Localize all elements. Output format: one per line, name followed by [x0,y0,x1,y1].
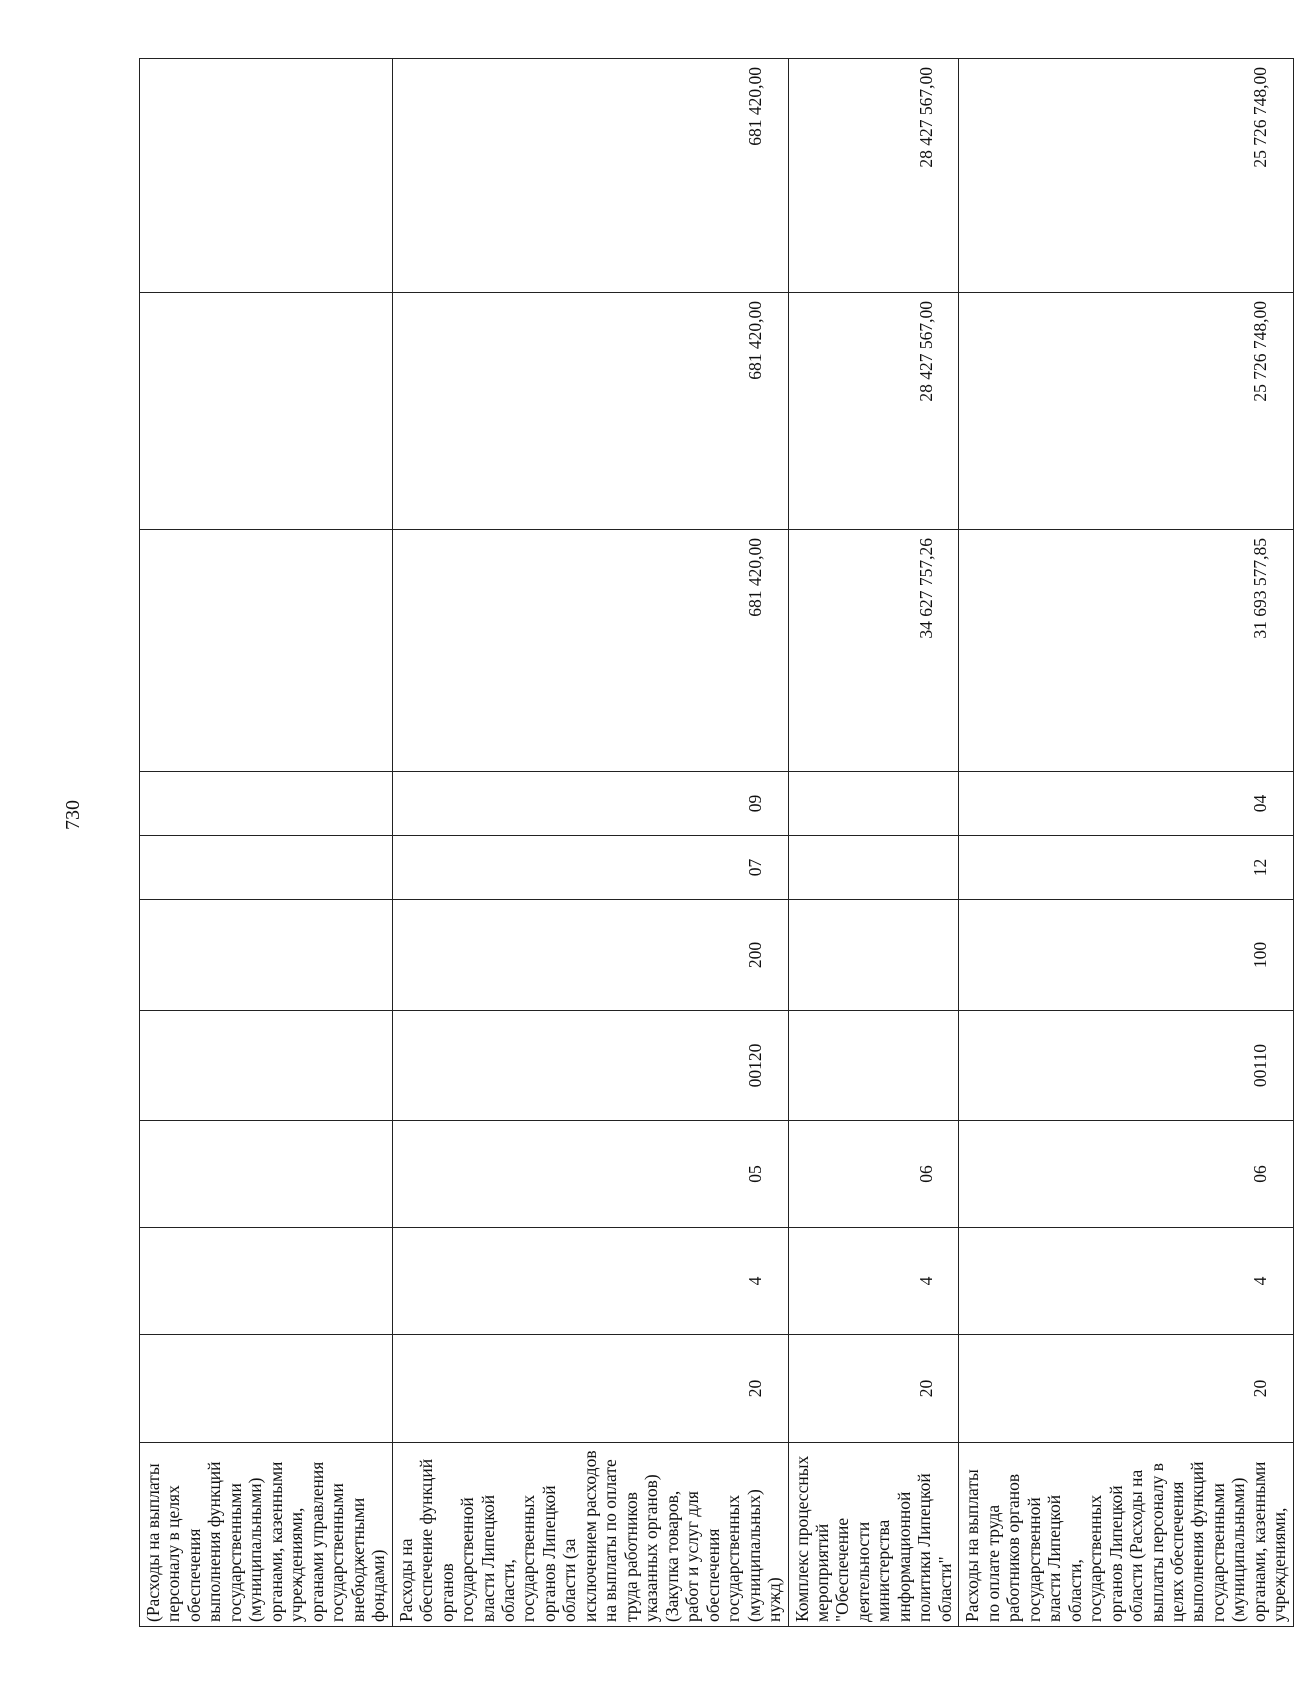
table-row [392,59,788,1627]
program-code-cell: 20 [392,1335,788,1443]
chapter-code-cell [140,836,393,900]
subsection-code-cell: 09 [392,772,788,836]
expense-type-code-cell: 100 [959,900,1294,1011]
program-code-cell [140,1335,393,1443]
expense-type-code-cell [788,900,959,1011]
subsection-code-cell: 04 [959,772,1294,836]
amount-year-2-cell [140,293,393,530]
subsection-code-cell [140,772,393,836]
program-code-cell: 20 [788,1335,959,1443]
section-code-cell: 05 [392,1121,788,1228]
expense-type-code-cell [140,900,393,1011]
subprogram-code-cell [140,1228,393,1335]
amount-year-1-cell: 681 420,00 [392,530,788,772]
direction-code-cell: 00120 [392,1011,788,1121]
subprogram-code-cell: 4 [788,1228,959,1335]
chapter-code-cell: 07 [392,836,788,900]
chapter-code-cell: 12 [959,836,1294,900]
amount-year-2-cell: 681 420,00 [392,293,788,530]
amount-year-1-cell: 31 693 577,85 [959,530,1294,772]
subprogram-code-cell: 4 [392,1228,788,1335]
program-code-cell: 20 [959,1335,1294,1443]
expense-name-cell: Расходы на обеспечение функций органов государственной власти Липецкой области, государственных органов Липецкой области (за исключением расходов на выплаты по оплате труда работников указанных органов) (Закупка товаров, работ и услуг для обеспечения государственных (муниципальных) нужд) [392,1443,788,1627]
amount-year-3-cell: 681 420,00 [392,59,788,293]
table-row [959,59,1294,1627]
chapter-code-cell [788,836,959,900]
subsection-code-cell [788,772,959,836]
budget-table-wrapper [139,59,1290,1627]
section-code-cell: 06 [788,1121,959,1228]
amount-year-2-cell: 28 427 567,00 [788,293,959,530]
page-number: 730 [62,800,84,830]
amount-year-1-cell: 34 627 757,26 [788,530,959,772]
section-code-cell [140,1121,393,1228]
budget-table [139,58,1294,1627]
amount-year-3-cell: 25 726 748,00 [959,59,1294,293]
amount-year-3-cell: 28 427 567,00 [788,59,959,293]
amount-year-1-cell [140,530,393,772]
direction-code-cell [788,1011,959,1121]
expense-name-cell: Расходы на выплаты по оплате труда работников органов государственной власти Липецкой области, государственных органов Липецкой области (Расходы на выплаты персоналу в целях обеспечения выполнения функций государственными (муниципальными) органами, казенными учреждениями, [959,1443,1294,1627]
amount-year-3-cell [140,59,393,293]
subprogram-code-cell: 4 [959,1228,1294,1335]
amount-year-2-cell: 25 726 748,00 [959,293,1294,530]
section-code-cell: 06 [959,1121,1294,1228]
table-row [140,59,393,1627]
expense-name-cell: Комплекс процессных мероприятий "Обеспечение деятельности министерства информационной политики Липецкой области" [788,1443,959,1627]
direction-code-cell [140,1011,393,1121]
table-row [788,59,959,1627]
direction-code-cell: 00110 [959,1011,1294,1121]
expense-name-cell: (Расходы на выплаты персоналу в целях обеспечения выполнения функций государственными (муниципальными) органами, казенными учреждениями, органами управления государственными внебюджетными фондами) [140,1443,393,1627]
expense-type-code-cell: 200 [392,900,788,1011]
